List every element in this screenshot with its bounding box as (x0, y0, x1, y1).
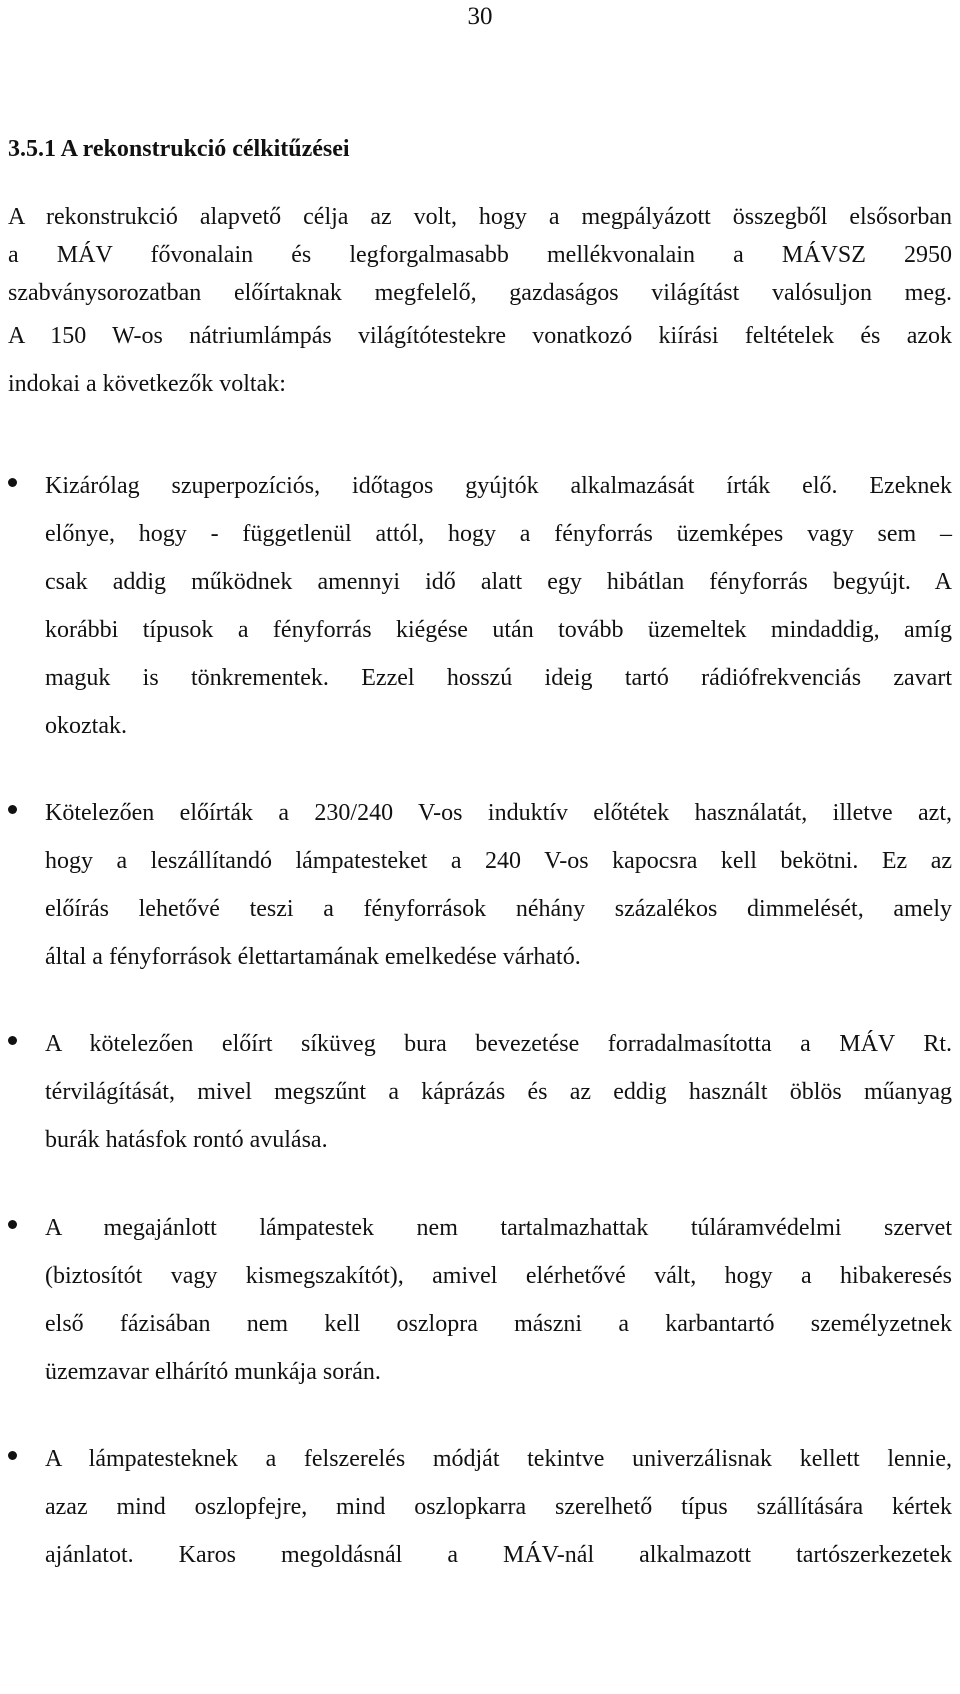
bullet-line: által a fényforrások élettartamának emelkedése várható. (45, 944, 581, 970)
bullet-text (45, 1435, 952, 1579)
bullet-text (45, 1020, 952, 1164)
bullet-line: maguk is tönkrementek. Ezzel hosszú ideig tartó rádiófrekvenciás zavart (45, 665, 952, 691)
bullet-line: korábbi típusok a fényforrás kiégése után tovább üzemeltek mindaddig, amíg (45, 617, 952, 643)
bullet-line: Kötelezően előírták a 230/240 V-os induktív előtétek használatát, illetve azt, (45, 800, 952, 826)
bullet-line: előírás lehetővé teszi a fényforrások néhány százalékos dimmelését, amely (45, 896, 952, 922)
bullet-icon (8, 478, 17, 487)
section-heading: 3.5.1 A rekonstrukció célkitűzései (8, 136, 350, 162)
bullet-line: üzemzavar elhárító munkája során. (45, 1359, 381, 1385)
intro-paragraph (8, 198, 952, 408)
bullet-icon (8, 1451, 17, 1460)
bullet-line: ajánlatot. Karos megoldásnál a MÁV-nál alkalmazott tartószerkezetek (45, 1542, 952, 1568)
bullet-line: A kötelezően előírt síküveg bura bevezetése forradalmasította a MÁV Rt. (45, 1031, 952, 1057)
bullet-line: csak addig működnek amennyi idő alatt egy hibátlan fényforrás begyújt. A (45, 569, 952, 595)
bullet-line: hogy a leszállítandó lámpatesteket a 240 V-os kapocsra kell bekötni. Ez az (45, 848, 952, 874)
bullet-line: első fázisában nem kell oszlopra mászni a karbantartó személyzetnek (45, 1311, 952, 1337)
bullet-line: Kizárólag szuperpozíciós, időtagos gyújtók alkalmazását írták elő. Ezeknek (45, 473, 952, 499)
bullet-icon (8, 1036, 17, 1045)
intro-line: indokai a következők voltak: (8, 371, 286, 397)
bullet-line: A lámpatesteknek a felszerelés módját tekintve univerzálisnak kellett lennie, (45, 1446, 952, 1472)
bullet-text (45, 789, 952, 981)
page-number: 30 (467, 3, 493, 30)
bullet-text (45, 462, 952, 750)
intro-line: szabványsorozatban előírtaknak megfelelő, gazdaságos világítást valósuljon meg. (8, 280, 952, 306)
bullet-line: A megajánlott lámpatestek nem tartalmazhattak túláramvédelmi szervet (45, 1215, 952, 1241)
bullet-line: térvilágítását, mivel megszűnt a káprázás és az eddig használt öblös műanyag (45, 1079, 952, 1105)
intro-line: a MÁV fővonalain és legforgalmasabb mellékvonalain a MÁVSZ 2950 (8, 242, 952, 268)
bullet-line: azaz mind oszlopfejre, mind oszlopkarra szerelhető típus szállítására kértek (45, 1494, 952, 1520)
bullet-text (45, 1204, 952, 1396)
bullet-icon (8, 1220, 17, 1229)
bullet-line: burák hatásfok rontó avulása. (45, 1127, 328, 1153)
bullet-line: előnye, hogy - függetlenül attól, hogy a fényforrás üzemképes vagy sem – (45, 521, 952, 547)
intro-line: A rekonstrukció alapvető célja az volt, hogy a megpályázott összegből elsősorban (8, 204, 952, 230)
bullet-line: okoztak. (45, 713, 127, 739)
bullet-line: (biztosítót vagy kismegszakítót), amivel elérhetővé vált, hogy a hibakeresés (45, 1263, 952, 1289)
bullet-icon (8, 805, 17, 814)
intro-line: A 150 W-os nátriumlámpás világítótestekre vonatkozó kiírási feltételek és azok (8, 323, 952, 349)
